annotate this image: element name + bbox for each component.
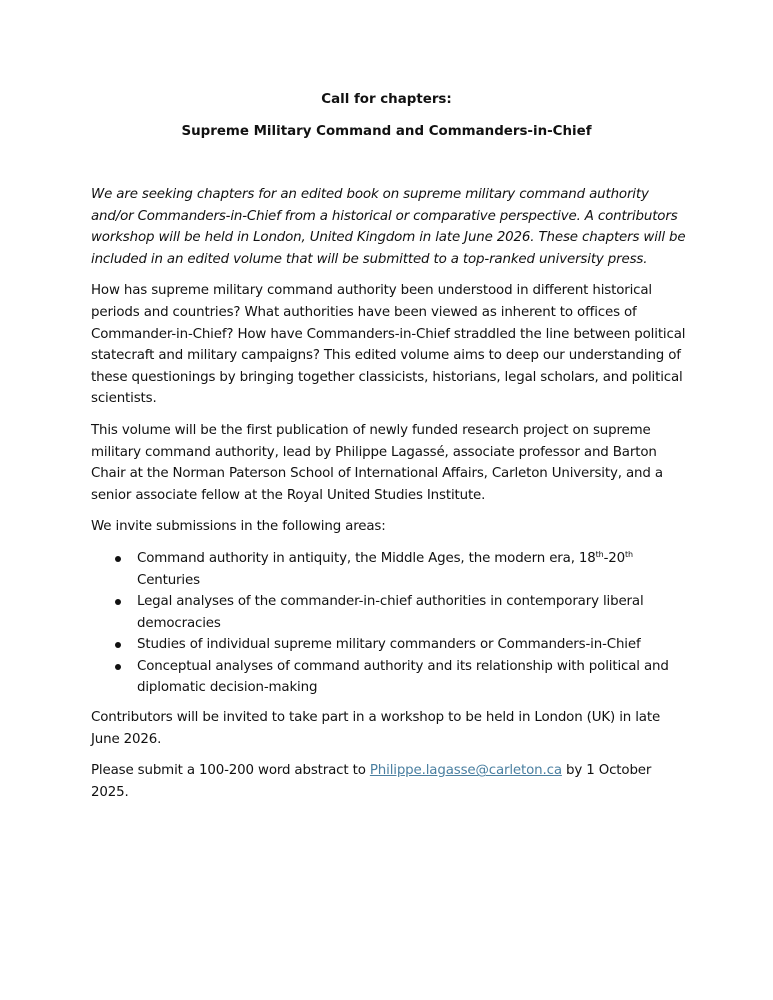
project-paragraph: This volume will be the first publication of newly funded research project on supreme military command authority, lead by Philippe Lagassé, associate professor and Barton Chair at the Norman Paterson School of International Affairs, Carleton University, and a senior associate fellow at the Royal United Studies Institute.: [91, 422, 663, 503]
workshop-paragraph: Contributors will be invited to take part in a workshop to be held in London (UK) in late June 2026.: [91, 710, 661, 747]
document-body: [91, 184, 686, 813]
area-text: Command authority in antiquity, the Middle Ages, the modern era, 18: [137, 550, 596, 566]
area-text: Centuries: [137, 572, 200, 588]
list-item: [137, 548, 686, 591]
page-title: Call for chapters:: [321, 92, 452, 107]
submission-text: Please submit a 100-200 word abstract to: [91, 763, 370, 779]
questions-paragraph: How has supreme military command authority been understood in different historical periods and countries? What authorities have been viewed as inherent to offices of Commander-in-Chief? How have Commanders-in-Chief straddled the line between political statecraft and military campaigns? This edited volume aims to deep our understanding of these questionings by bringing together classicists, historians, legal scholars, and political scientists.: [91, 283, 686, 407]
email-link[interactable]: Philippe.lagasse@carleton.ca: [369, 763, 562, 779]
list-item: Studies of individual supreme military commanders or Commanders-in-Chief: [137, 634, 686, 656]
intro-paragraph: We are seeking chapters for an edited book on supreme military command authority and/or Commanders-in-Chief from a historical or comparative perspective. A contributors workshop will be held in London, United Kingdom in late June 2026. These chapters will be included in an edited volume that will be submitted to a top-ranked university press.: [91, 187, 686, 267]
areas-intro: We invite submissions in the following areas:: [91, 519, 386, 535]
page-subtitle: Supreme Military Command and Commanders-in-Chief: [181, 124, 592, 139]
list-item: Conceptual analyses of command authority and its relationship with political and diplomatic decision-making: [137, 656, 686, 699]
superscript: th: [625, 549, 633, 559]
submission-paragraph: [91, 760, 686, 803]
areas-list: [91, 548, 686, 699]
list-item: Legal analyses of the commander-in-chief authorities in contemporary liberal democracies: [137, 591, 686, 634]
submission-deadline: by 1 October 2025.: [91, 763, 652, 800]
superscript: th: [595, 549, 604, 559]
area-text: -20: [603, 550, 626, 566]
